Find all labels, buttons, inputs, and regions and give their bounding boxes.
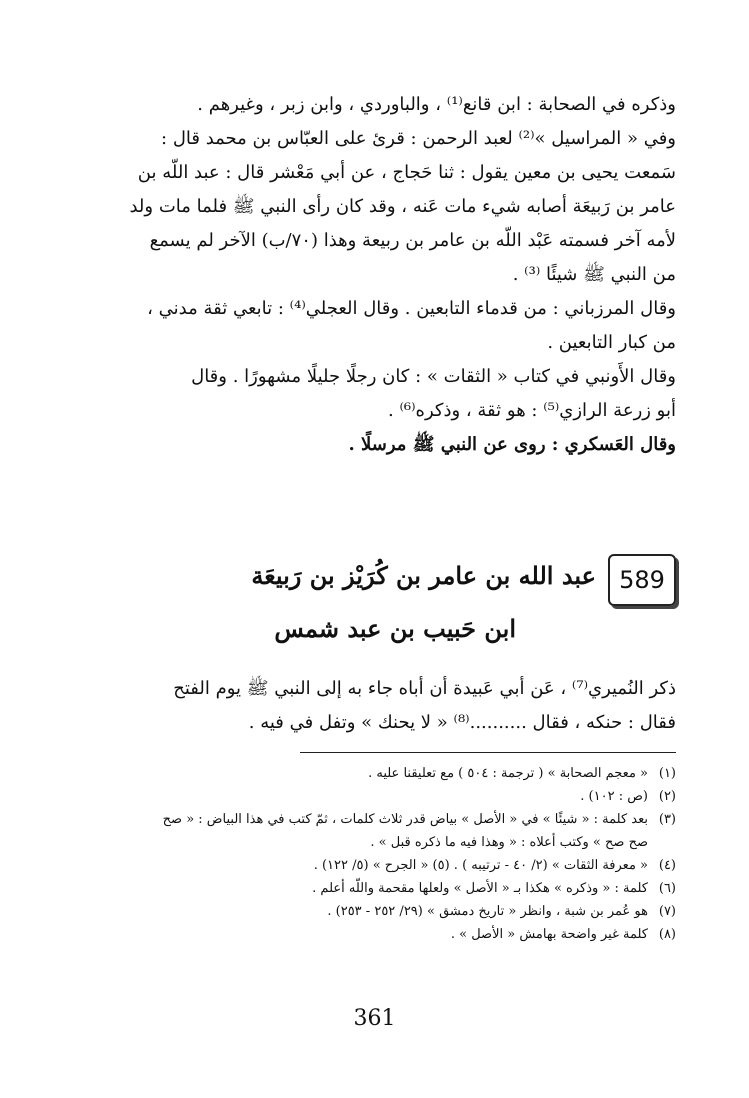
footnote: (٦)كلمة : « وذكره » هكذا بـ « الأصل » ولعلها مقحمة واللّه أعلم . [312,881,676,896]
main-text [70,88,676,462]
text-line: لأمه آخر فسمته عَبْد اللّه بن عامر بن ربيعة وهذا (٧٠/ب) الآخر لم يسمع [149,230,676,251]
entry-heading [251,554,676,614]
footnote: (١)« معجم الصحابة » ( ترجمة : ٥٠٤ ) مع تعليقنا عليه . [368,766,676,781]
footnote: (٨)كلمة غير واضحة بهامش « الأصل » . [450,927,676,942]
entry-title-line2: ابن حَبيب بن عبد شمس [274,614,516,643]
page-number: 361 [353,1006,396,1031]
entry-title: عبد الله بن عامر بن كُرَيْز بن رَبيعَة [251,561,596,590]
footnote: (٢)(ص : ١٠٢) . [580,789,676,804]
text-line: ذكر النُميري⁽⁷⁾ ، عَن أبي عَبيدة أن أباه جاء به إلى النبي ﷺ يوم الفتح [173,678,676,699]
footnote-continuation: صح صح » وكتب أعلاه : « وهذا فيه ما ذكره قبل » . [370,835,648,850]
text-line: عامر بن رَبيعَة أصابه شيء مات عَنه ، وقد كان رأى النبي ﷺ فلما مات ولد [129,196,676,217]
footnote-separator [300,752,676,753]
text-line: وقال المرزباني : من قدماء التابعين . وقال العجلي⁽⁴⁾ : تابعي ثقة مدني ، [147,298,676,319]
text-line: وذكره في الصحابة : ابن قانع⁽¹⁾ ، والباوردي ، وابن زبر ، وغيرهم . [197,94,676,115]
text-line: وفي « المراسيل »⁽²⁾ لعبد الرحمن : قرئ على العبّاس بن محمد قال : [161,128,676,149]
text-line: فقال : حنكه ، فقال ..........⁽⁸⁾ « لا يحنك » وتفل في فيه . [248,712,676,733]
text-line: وقال الأَونبي في كتاب « الثقات » : كان رجلًا جليلًا مشهورًا . وقال [191,366,676,387]
text-line: أبو زرعة الرازي⁽⁵⁾ : هو ثقة ، وذكره⁽⁶⁾ . [388,400,676,421]
text-line: من كبار التابعين . [547,332,676,353]
footnote: (٣)بعد كلمة : « شيئًا » في « الأصل » بياض قدر ثلاث كلمات ، ثمّ كتب في هذا البياض : « صح [162,812,676,827]
text-line: وقال العَسكري : روى عن النبي ﷺ مرسلًا . [348,434,676,455]
footnote: (٧)هو عُمر بن شبة ، وانظر « تاريخ دمشق » (٢٩/ ٢٥٢ - ٢٥٣) . [327,904,676,919]
entry-body [70,672,676,740]
footnote: (٤)« معرفة الثقات » (٢/ ٤٠ - ترتيبه ) . (٥) « الجرح » (٥/ ١٢٢) . [313,858,676,873]
entry-number-badge: 589 [608,554,676,606]
text-line: سَمعت يحيى بن معين يقول : ثنا حَجاج ، عن أبي مَعْشر قال : عبد اللّه بن [137,162,676,183]
footnotes [70,762,676,946]
text-line: من النبي ﷺ شيئًا ⁽³⁾ . [512,264,676,285]
